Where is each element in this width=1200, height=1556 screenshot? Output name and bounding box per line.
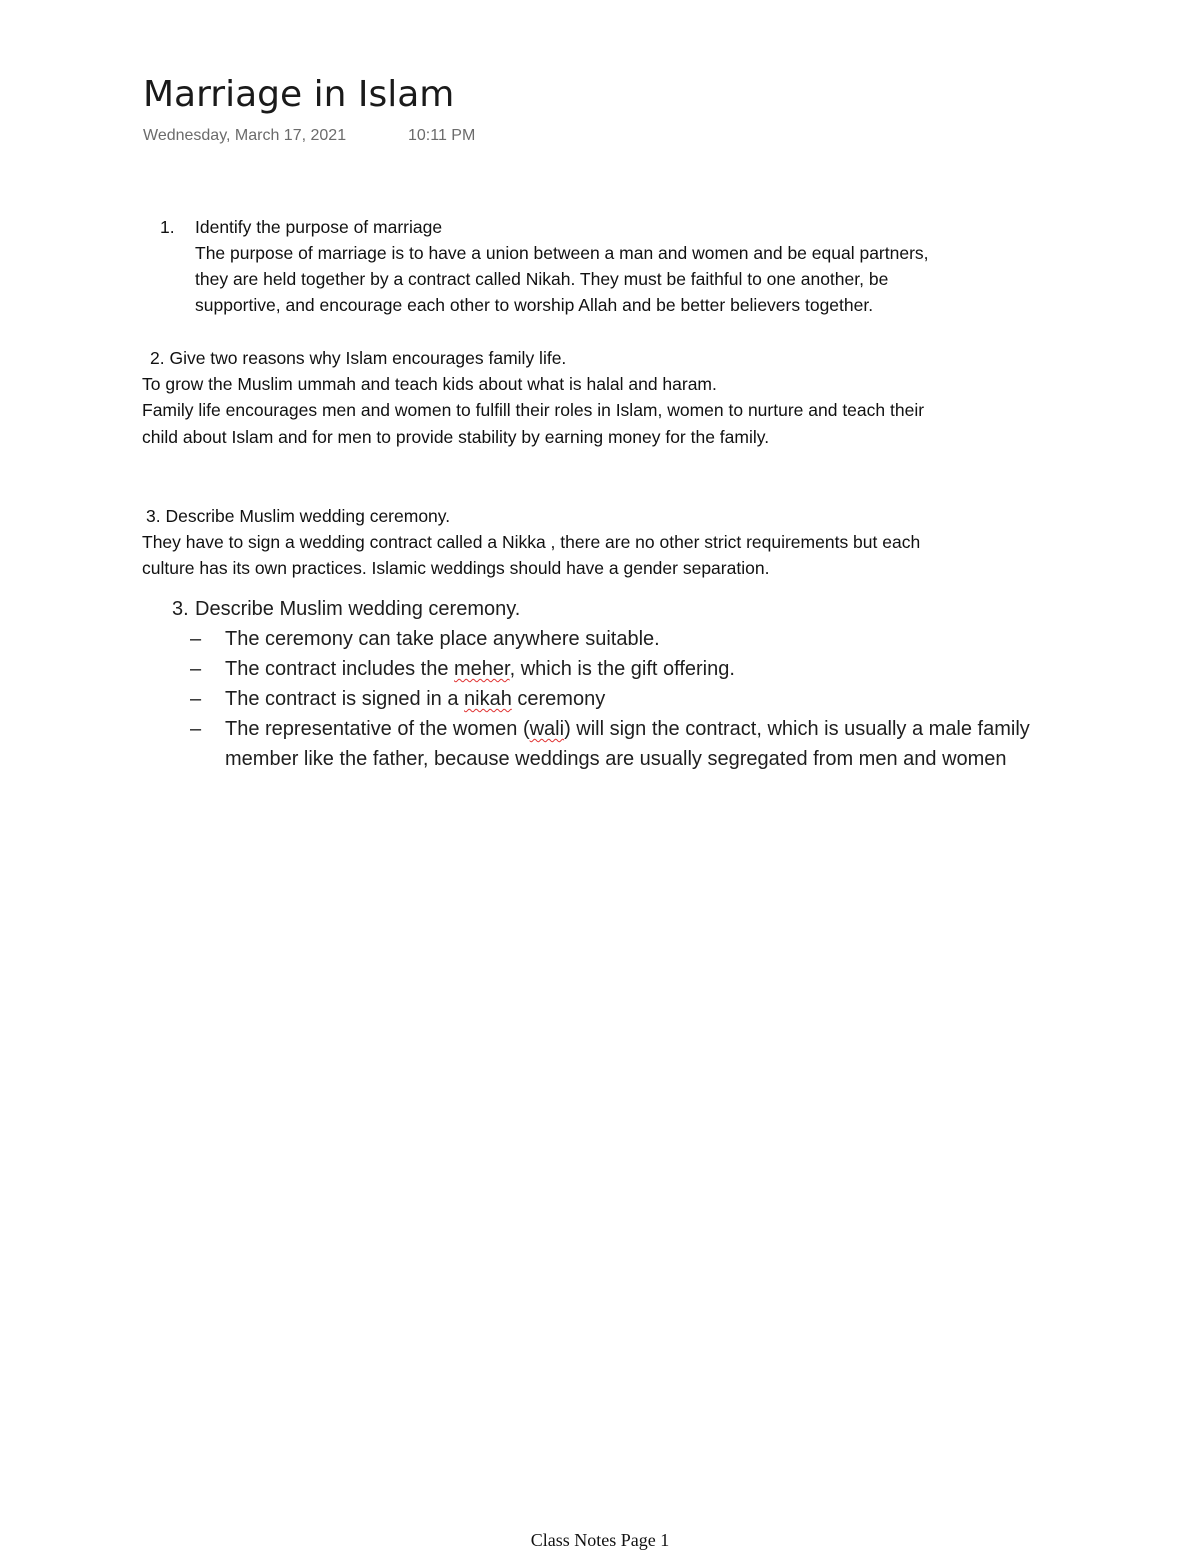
spellcheck-word-meher[interactable]: meher <box>454 658 510 680</box>
answer-2-line-2: Family life encourages men and women to fulfill their roles in Islam, women to nurture and teach their <box>142 400 925 420</box>
bullet-2-after: , which is the gift offering. <box>509 658 735 680</box>
page-footer: Class Notes Page 1 <box>530 1530 670 1550</box>
bullet-2-text <box>225 658 735 681</box>
bullet-4-line-2: member like the father, because weddings are usually segregated from men and women <box>225 748 1007 770</box>
page-title: Marriage in Islam <box>143 74 455 115</box>
spellcheck-word-nikah[interactable]: nikah <box>464 688 512 710</box>
answer-2-line-3: child about Islam and for men to provide stability by earning money for the family. <box>142 427 770 447</box>
answer-1-line-2: they are held together by a contract called Nikah. They must be faithful to one another, be <box>195 269 889 289</box>
list-number: 3. <box>172 598 189 620</box>
bullet-4-after: ) will sign the contract, which is usually a male family <box>564 718 1030 740</box>
spellcheck-word-wali[interactable]: wali <box>529 718 565 740</box>
question-1-number: 1. <box>160 217 175 237</box>
answer-1-line-3: supportive, and encourage each other to worship Allah and be better believers together. <box>195 295 874 315</box>
answer-1-line-1: The purpose of marriage is to have a union between a man and women and be equal partners, <box>195 243 929 263</box>
list-heading: Describe Muslim wedding ceremony. <box>195 598 521 620</box>
bullet-4-text <box>225 718 1030 741</box>
question-3-text: 3. Describe Muslim wedding ceremony. <box>146 506 451 526</box>
bullet-1-text: The ceremony can take place anywhere suitable. <box>225 628 660 650</box>
question-2-text: 2. Give two reasons why Islam encourages family life. <box>150 348 567 368</box>
note-time: 10:11 PM <box>408 127 476 144</box>
note-date: Wednesday, March 17, 2021 <box>143 127 347 144</box>
dash-bullet-2: – <box>190 658 202 680</box>
answer-2-line-1: To grow the Muslim ummah and teach kids about what is halal and haram. <box>142 374 717 394</box>
bullet-3-before: The contract is signed in a <box>225 688 465 710</box>
bullet-4-before: The representative of the women ( <box>225 718 530 740</box>
dash-bullet-4: – <box>190 718 202 740</box>
bullet-3-after: ceremony <box>511 688 606 710</box>
bullet-3-text <box>225 688 605 711</box>
bullet-2-before: The contract includes the <box>225 658 455 680</box>
dash-bullet-3: – <box>190 688 202 710</box>
question-1-text: Identify the purpose of marriage <box>195 217 443 237</box>
answer-3-line-1: They have to sign a wedding contract called a Nikka , there are no other strict requirements but each <box>142 532 921 552</box>
dash-bullet-1: – <box>190 628 202 650</box>
answer-3-line-2: culture has its own practices. Islamic weddings should have a gender separation. <box>142 558 770 578</box>
